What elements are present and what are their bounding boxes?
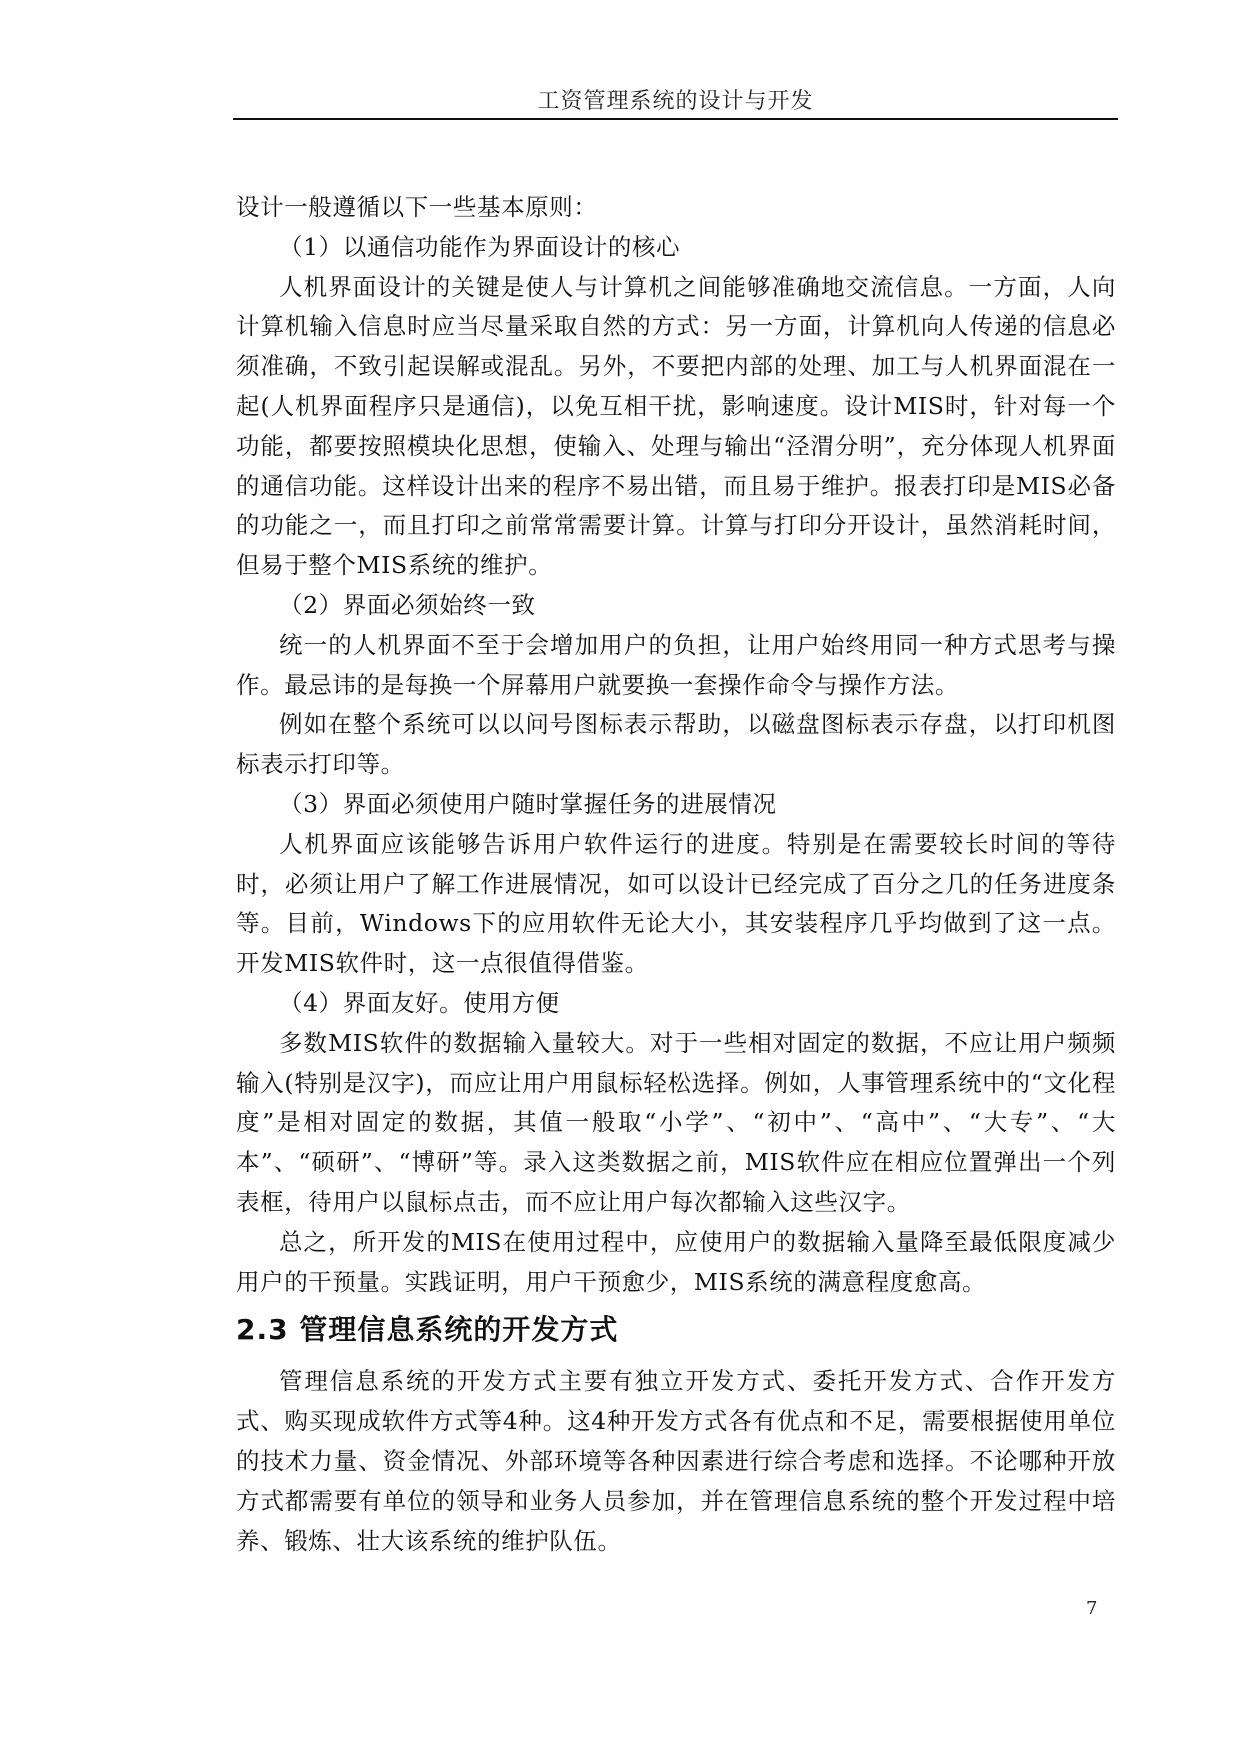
paragraph-summary: 总之，所开发的MIS在使用过程中，应使用户的数据输入量降至最低限度减少用户的干预量。实践证明，用户干预愈少，MIS系统的满意程度愈高。: [236, 1227, 1116, 1296]
document-body: [236, 188, 1116, 1561]
section-heading: 2.3 管理信息系统的开发方式: [236, 1313, 619, 1347]
paragraph-principle-1: 人机界面设计的关键是使人与计算机之间能够准确地交流信息。一方面，人向计算机输入信息时应当尽量采取自然的方式：另一方面，计算机向人传递的信息必须准确，不致引起误解或混乱。另外，不要把内部的处理、加工与人机界面混在一起(人机界面程序只是通信)，以免互相干扰，影响速度。设计MIS时，针对每一个功能，都要按照模块化思想，使输入、处理与输出“泾渭分明”，充分体现人机界面的通信功能。这样设计出来的程序不易出错，而且易于维护。报表打印是MIS必备的功能之一，而且打印之前常常需要计算。计算与打印分开设计，虽然消耗时间，但易于整个MIS系统的维护。: [236, 272, 1116, 580]
paragraph-principle-3: 人机界面应该能够告诉用户软件运行的进度。特别是在需要较长时间的等待时，必须让用户了解工作进展情况，如可以设计已经完成了百分之几的任务进度条等。目前，Windows下的应用软件无论大小，其安装程序几乎均做到了这一点。开发MIS软件时，这一点很值得借鉴。: [236, 829, 1116, 978]
paragraph-development-methods: 管理信息系统的开发方式主要有独立开发方式、委托开发方式、合作开发方式、购买现成软件方式等4种。这4种开发方式各有优点和不足，需要根据使用单位的技术力量、资金情况、外部环境等各种因素进行综合考虑和选择。不论哪种开放方式都需要有单位的领导和业务人员参加，并在管理信息系统的整个开发过程中培养、锻炼、壮大该系统的维护队伍。: [236, 1367, 1116, 1555]
principle-heading-3: （3）界面必须使用户随时掌握任务的进展情况: [279, 789, 777, 818]
paragraph-principle-4: 多数MIS软件的数据输入量较大。对于一些相对固定的数据，不应让用户频频输入(特别是汉字)，而应让用户用鼠标轻松选择。例如，人事管理系统中的“文化程度”是相对固定的数据，其值一般取“小学”、“初中”、“高中”、“大专”、“大本”、“硕研”、“博研”等。录入这类数据之前，MIS软件应在相应位置弹出一个列表框，待用户以鼠标点击，而不应让用户每次都输入这些汉字。: [236, 1028, 1116, 1216]
paragraph-principle-2a: 统一的人机界面不至于会增加用户的负担，让用户始终用同一种方式思考与操作。最忌讳的是每换一个屏幕用户就要换一套操作命令与操作方法。: [236, 630, 1116, 699]
page-number: 7: [1086, 1598, 1098, 1619]
paragraph-principle-2b: 例如在整个系统可以以问号图标表示帮助，以磁盘图标表示存盘，以打印机图标表示打印等。: [236, 710, 1116, 779]
principle-heading-4: （4）界面友好。使用方便: [279, 988, 560, 1017]
paragraph-intro: 设计一般遵循以下一些基本原则：: [236, 193, 598, 221]
running-header: 工资管理系统的设计与开发: [537, 89, 814, 114]
header-rule: [233, 118, 1118, 120]
principle-heading-1: （1）以通信功能作为界面设计的核心: [279, 232, 681, 261]
principle-heading-2: （2）界面必须始终一致: [279, 590, 536, 619]
